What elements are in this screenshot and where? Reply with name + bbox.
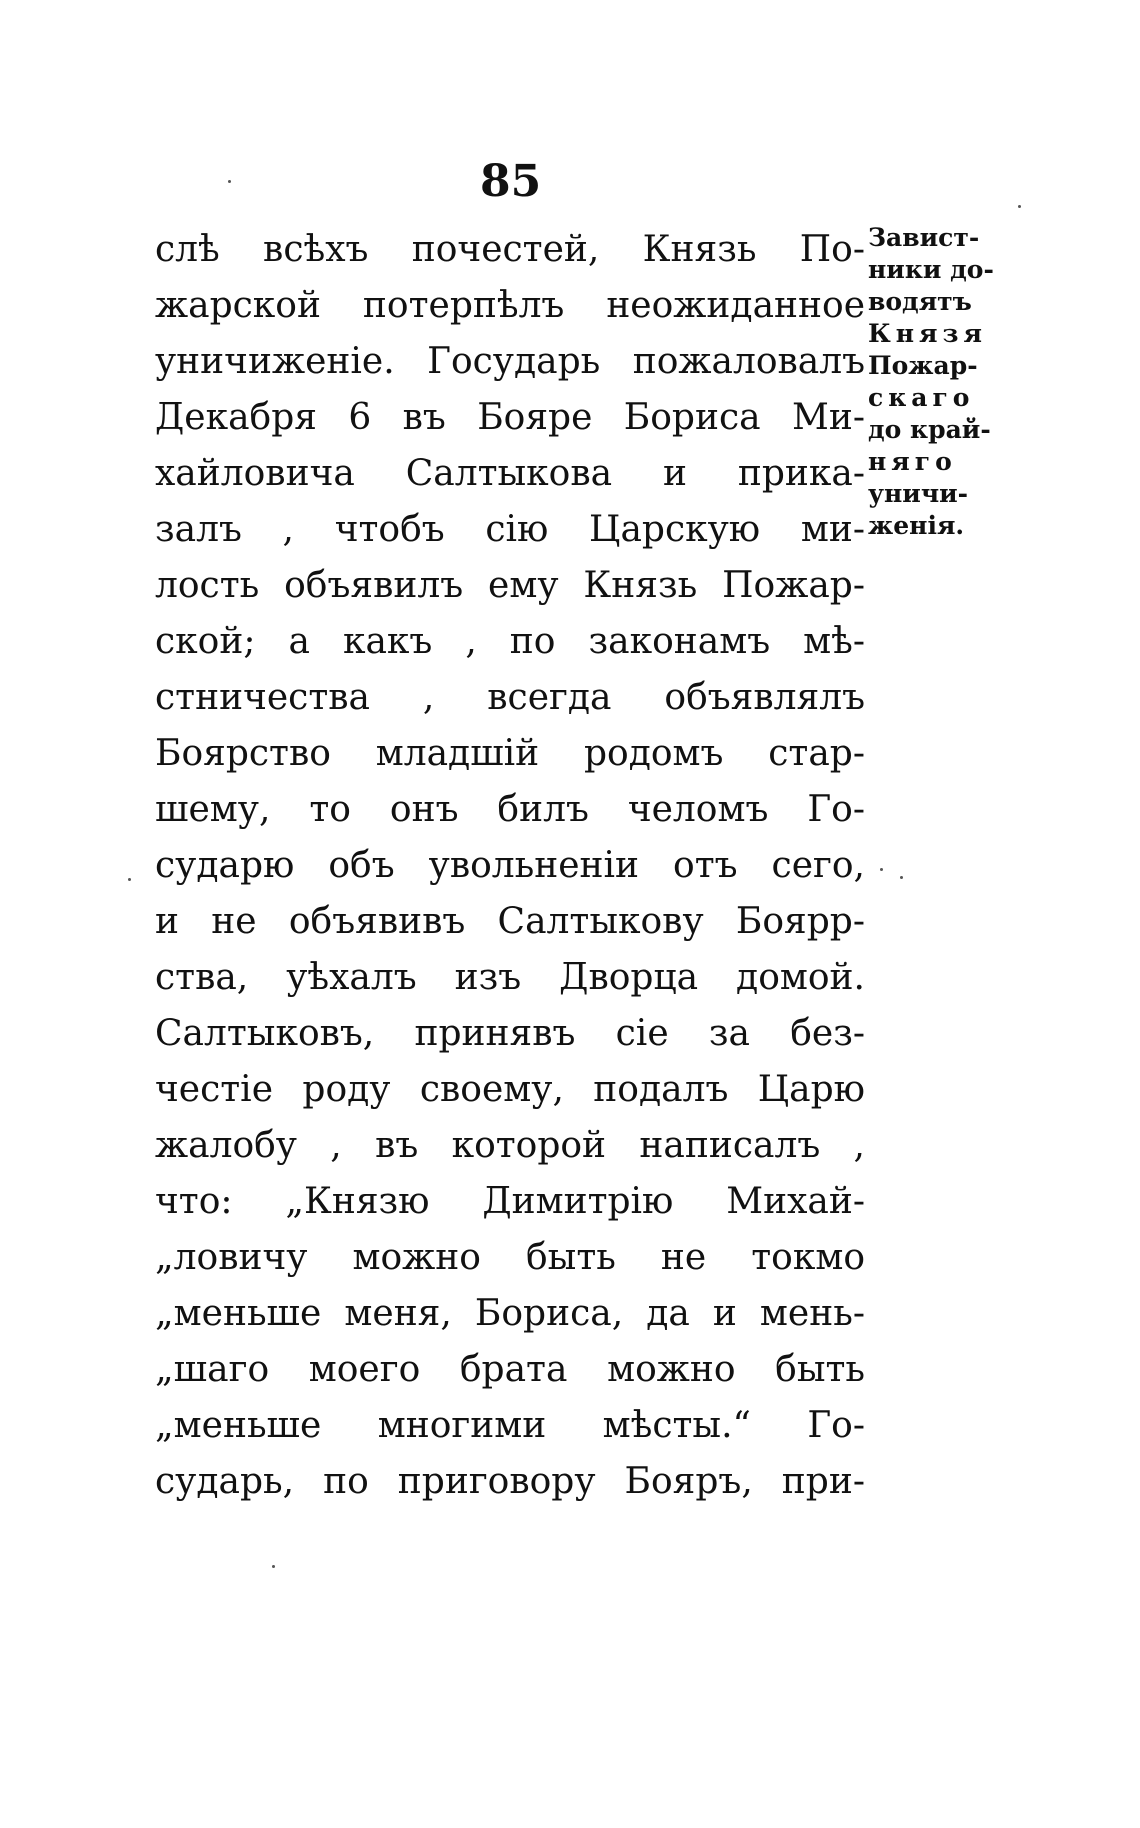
- margin-note-line: Завист-: [868, 223, 980, 252]
- text-line: шему, то онъ билъ челомъ Го-: [155, 789, 865, 830]
- text-line: ской; а какъ , по законамъ мѣ-: [155, 621, 865, 662]
- text-line: ства, уѣхалъ изъ Дворца домой.: [155, 957, 865, 998]
- print-speck: [272, 1565, 275, 1568]
- margin-note-line: Князя: [868, 319, 987, 348]
- text-line: залъ , чтобъ сію Царскую ми-: [155, 509, 865, 550]
- print-speck: [1018, 205, 1021, 208]
- text-line: „ловичу можно быть не токмо: [155, 1237, 865, 1278]
- text-line: что: „Князю Димитрію Михай-: [155, 1181, 865, 1222]
- page-number: 85: [480, 156, 542, 207]
- print-speck: [900, 876, 903, 879]
- margin-note-line: уничи-: [868, 479, 969, 508]
- margin-note-line: водятъ: [868, 287, 972, 316]
- text-line: лость объявилъ ему Князь Пожар-: [155, 565, 865, 606]
- text-line: Боярство младшій родомъ стар-: [155, 733, 865, 774]
- print-speck: [128, 878, 131, 881]
- print-speck: [880, 868, 883, 871]
- text-line: уничиженіе. Государь пожаловалъ: [155, 341, 865, 382]
- margin-note-line: ники до-: [868, 255, 994, 284]
- text-line: „меньше многими мѣсты.“ Го-: [155, 1405, 865, 1446]
- margin-note-line: скаго: [868, 383, 975, 412]
- body-text: [155, 222, 865, 1510]
- text-line: „меньше меня, Бориса, да и мень-: [155, 1293, 865, 1334]
- text-line: Салтыковъ, принявъ сіе за без-: [155, 1013, 865, 1054]
- margin-note-line: женія.: [868, 511, 965, 540]
- text-line: „шаго моего брата можно быть: [155, 1349, 865, 1390]
- text-line: жарской потерпѣлъ неожиданное: [155, 285, 865, 326]
- text-line: сударю объ увольненіи отъ сего,: [155, 845, 865, 886]
- text-line: жалобу , въ которой написалъ ,: [155, 1125, 865, 1166]
- text-line: Декабря 6 въ Бояре Бориса Ми-: [155, 397, 865, 438]
- text-line: слѣ всѣхъ почестей, Князь По-: [155, 229, 865, 270]
- margin-note: [868, 222, 1023, 542]
- text-line: честіе роду своему, подалъ Царю: [155, 1069, 865, 1110]
- margin-note-line: до край-: [868, 415, 991, 444]
- margin-note-line: няго: [868, 447, 957, 476]
- text-line: стничества , всегда объявлялъ: [155, 677, 865, 718]
- text-line: и не объявивъ Салтыкову Боярр-: [155, 901, 865, 942]
- print-speck: [228, 180, 231, 183]
- text-line: хайловича Салтыкова и прика-: [155, 453, 865, 494]
- text-line: сударь, по приговору Бояръ, при-: [155, 1461, 865, 1502]
- margin-note-line: Пожар-: [868, 351, 978, 380]
